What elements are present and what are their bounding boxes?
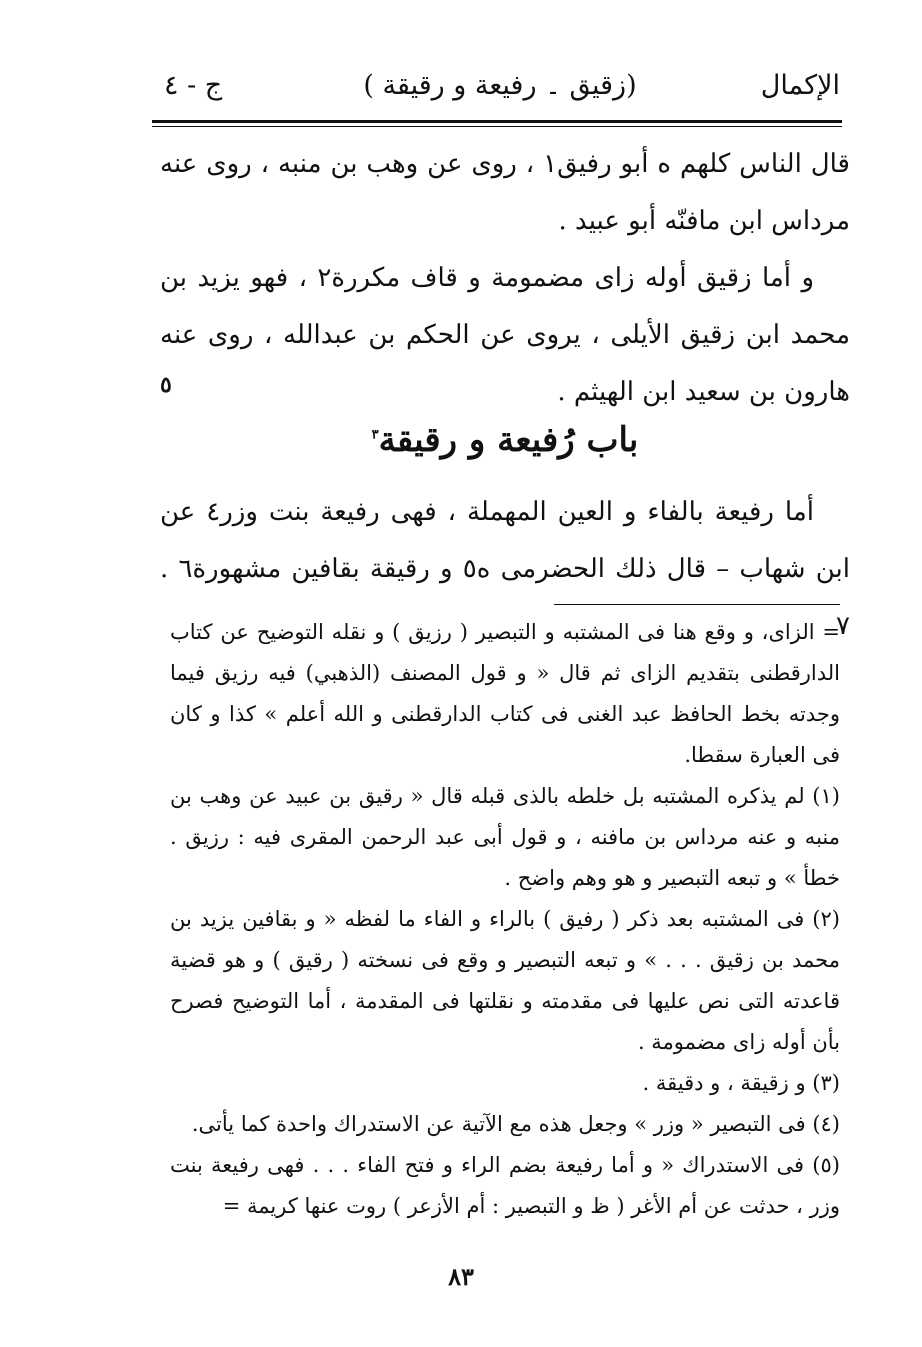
body-paragraph: قال الناس كلهم ه أبو رفيق١ ، روى عن وهب بن منبه ، روى عنه مرداس ابن مافنّه أبو عبيد . [160,149,850,236]
section-title: (زقيق ۔ رفيعة و رقيقة ) [363,70,637,101]
footnote: (١) لم يذكره المشتبه بل خلطه بالذى قبله قال « رقيق بن عبيد عن وهب بن منبه و عنه مرداس بن مافنه ، و قول أبى عبد الرحمن المقرى فيه : رزيق . خطأ » و تبعه التبصير و هو وهم واضح . [170,784,840,890]
book-title: الإكمال [760,70,840,101]
header-rule [152,120,842,123]
volume-label: ج - ٤ [164,70,223,101]
chapter-heading [160,420,850,460]
main-text [160,136,850,421]
footnote: (٤) فى التبصير « وزر » وجعل هذه مع الآتية عن الاستدراك واحدة كما يأتى. [191,1112,840,1136]
chapter-title-note: ٣ [371,427,379,443]
footnote: (٥) فى الاستدراك « و أما رفيعة بضم الراء و فتح الفاء . . . فهى رفيعة بنت وزر ، حدثت عن أم الأغر ( ظ و التبصير : أم الأزعر ) روت عنها كريمة = [170,1153,840,1218]
header-rule-thin [152,126,842,127]
footnote: (٣) و زقيقة ، و دقيقة . [642,1071,840,1095]
line-number: ٥ [160,372,172,398]
footnote: = الزاى، و وقع هنا فى المشتبه و التبصير ( رزيق ) و نقله التوضيح عن كتاب الدارقطنى بتقديم الزاى ثم قال « و قول المصنف (الذهبي) فيه رزيق فيما وجدته بخط الحافظ عبد الغنى فى كتاب الدارقطنى و الله أعلم » كذا و كان فى العبارة سقطا. [170,620,840,767]
page-number: ٨٣ [448,1262,474,1291]
footnote: (٢) فى المشتبه بعد ذكر ( رفيق ) بالراء و الفاء ما لفظه « و بقافين يزيد بن محمد بن زقيق . . . » و تبعه التبصير و وقع فى نسخته ( رقيق ) و هو قضية قاعدته التى نص عليها فى مقدمته و نقلتها فى المقدمة ، أما التوضيح فصرح بأن أوله زاى مضمومة . [170,907,840,1054]
body-paragraph: و أما زقيق أوله زاى مضمومة و قاف مكررة٢ ، فهو يزيد بن محمد ابن زقيق الأيلى ، يروى عن الحكم بن عبدالله ، روى عنه هارون بن سعيد ابن الهيثم . [160,263,850,407]
running-header [160,66,840,114]
chapter-paragraph: أما رفيعة بالفاء و العين المهملة ، فهى رفيعة بنت وزر٤ عن ابن شهاب – قال ذلك الحضرمى ه٥ و رقيقة بقافين مشهورة٦ . ٧ [160,497,851,641]
footnotes [170,612,840,1227]
footnote-separator [554,604,840,605]
chapter-title-text: باب رُفيعة و رقيقة [378,420,639,460]
